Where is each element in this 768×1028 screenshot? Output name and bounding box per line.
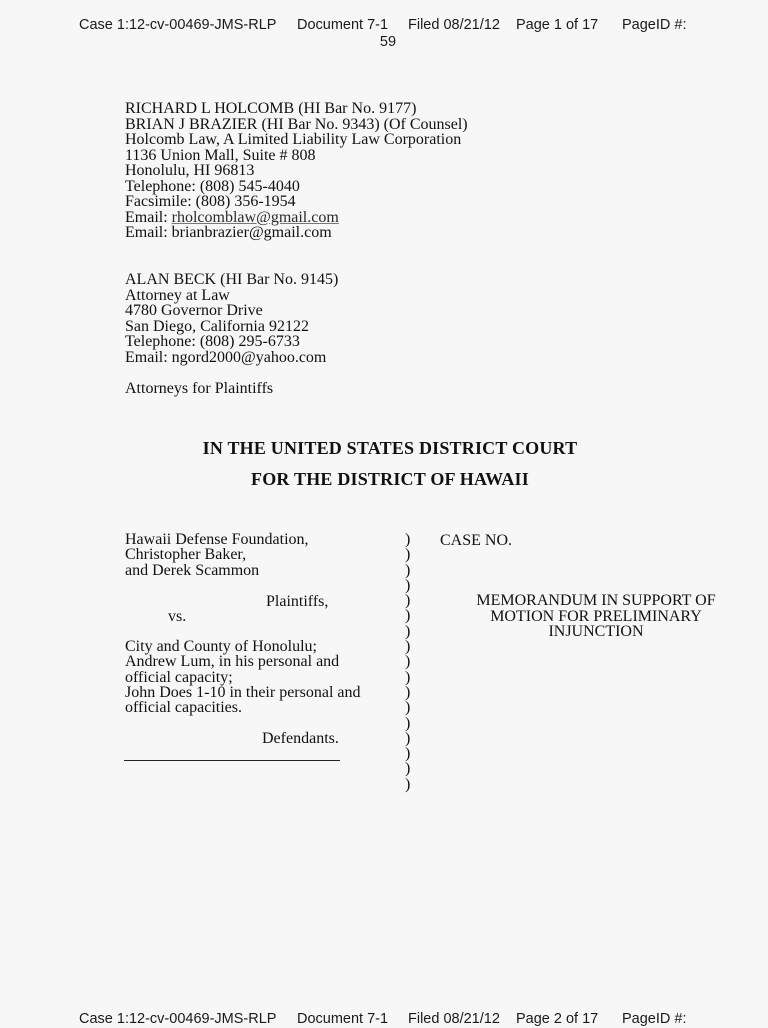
caption-parentheses [405, 532, 410, 792]
caption-paren: ) [405, 546, 411, 564]
party-line: Andrew Lum, in his personal and [125, 653, 340, 671]
document-title-line: MEMORANDUM IN SUPPORT OF [476, 592, 716, 609]
counsel-line: RICHARD L HOLCOMB (HI Bar No. 9177) [125, 100, 417, 117]
header-pageid-number: 59 [379, 34, 397, 50]
counsel-line: Holcomb Law, A Limited Liability Law Corporation [125, 131, 462, 148]
email-label: Email: [125, 208, 172, 226]
header-page: Page 1 of 17 [516, 17, 599, 33]
caption-paren: ) [405, 622, 411, 640]
attorneys-for: Attorneys for Plaintiffs [125, 380, 274, 397]
party-line: Christopher Baker, [125, 546, 247, 564]
counsel-line: Facsimile: (808) 356-1954 [125, 193, 296, 210]
header-filed-date: Filed 08/21/12 [408, 17, 500, 33]
party-line: City and County of Honolulu; [125, 638, 317, 655]
counsel-line: Email: brianbrazier@gmail.com [125, 224, 332, 241]
caption-paren: ) [405, 607, 411, 625]
email-link[interactable]: rholcomblaw@gmail.com [171, 208, 339, 226]
header-case-number: Case 1:12-cv-00469-JMS-RLP [79, 17, 277, 33]
party-line: official capacity; [125, 668, 233, 686]
counsel-line: Honolulu, HI 96813 [125, 162, 255, 179]
court-name: IN THE UNITED STATES DISTRICT COURT [202, 438, 578, 458]
caption-paren: ) [405, 760, 411, 778]
plaintiffs-names [125, 532, 309, 578]
counsel-block-secondary [125, 272, 338, 365]
case-number-label: CASE NO. [440, 532, 513, 549]
caption-paren: ) [405, 576, 411, 594]
header-document: Document 7-1 [297, 1011, 389, 1027]
header-line [0, 17, 768, 34]
caption-paren: ) [405, 592, 411, 610]
counsel-line: ALAN BECK (HI Bar No. 9145) [125, 271, 339, 288]
header-page: Page 2 of 17 [516, 1011, 599, 1027]
document-title [440, 593, 752, 640]
counsel-email-line [125, 210, 468, 226]
counsel-line: Email: ngord2000@yahoo.com [125, 348, 327, 366]
header-pageid-label: PageID #: [622, 17, 687, 33]
header-case-number: Case 1:12-cv-00469-JMS-RLP [79, 1011, 277, 1027]
document-title-line: INJUNCTION [548, 623, 644, 640]
header-filed-date: Filed 08/21/12 [408, 1011, 500, 1027]
versus-label: vs. [168, 608, 187, 625]
party-line: official capacities. [125, 699, 242, 717]
caption-paren: ) [405, 714, 411, 732]
counsel-line: Telephone: (808) 295-6733 [125, 333, 300, 350]
caption-paren: ) [405, 729, 411, 747]
party-line: and Derek Scammon [125, 561, 260, 579]
caption-paren: ) [405, 683, 411, 701]
caption-paren: ) [405, 699, 411, 717]
document-title-line: MOTION FOR PRELIMINARY [490, 607, 702, 625]
defendants-label: Defendants. [262, 730, 339, 747]
caption-paren: ) [405, 638, 411, 656]
caption-paren: ) [405, 561, 411, 579]
court-district: FOR THE DISTRICT OF HAWAII [251, 469, 529, 489]
next-page-header [0, 1011, 768, 1028]
counsel-line: 1136 Union Mall, Suite # 808 [125, 146, 316, 164]
counsel-line: Attorney at Law [125, 286, 230, 304]
caption-paren: ) [405, 745, 411, 763]
counsel-line: Telephone: (808) 545-4040 [125, 177, 300, 195]
caption-paren: ) [405, 653, 411, 671]
party-line: John Does 1-10 in their personal and [125, 683, 361, 701]
defendants-names [125, 639, 361, 715]
counsel-block-primary [125, 101, 468, 241]
party-line: Hawaii Defense Foundation, [125, 531, 309, 548]
header-document: Document 7-1 [297, 17, 389, 33]
caption-paren: ) [405, 531, 411, 548]
counsel-line: San Diego, California 92122 [125, 317, 309, 335]
counsel-line: 4780 Governor Drive [125, 302, 263, 319]
caption-paren: ) [405, 775, 411, 793]
header-line [0, 1011, 768, 1028]
counsel-line: BRIAN J BRAZIER (HI Bar No. 9343) (Of Counsel) [125, 115, 468, 133]
signature-divider [124, 760, 340, 761]
page-header [0, 17, 768, 51]
header-pageid-label: PageID #: [622, 1011, 687, 1027]
plaintiffs-label: Plaintiffs, [266, 593, 329, 610]
caption-paren: ) [405, 668, 411, 686]
